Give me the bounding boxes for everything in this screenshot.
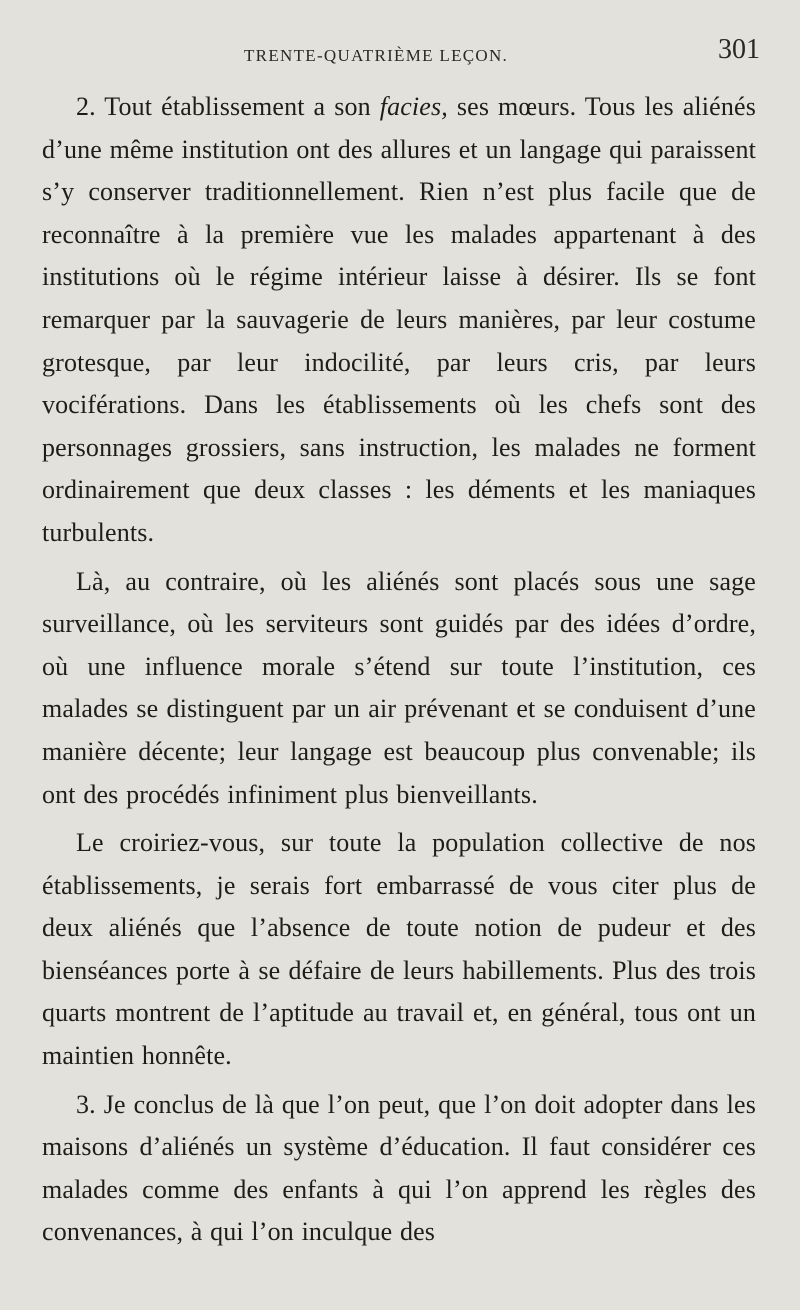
- paragraph-2: [42, 86, 756, 555]
- body-text: [42, 86, 756, 1254]
- page-number: 301: [718, 34, 760, 65]
- italic-term: facies,: [379, 92, 448, 121]
- paragraph-contrast: Là, au contraire, où les aliénés sont placés sous une sage surveillance, où les serviteurs sont guidés par des idées d’ordre, où une influence morale s’étend sur toute l’institution, ces malades se distinguent par un air prévenant et se conduisent d’une manière décente; leur langage est beaucoup plus convenable; ils ont des procédés infiniment plus bienveillants.: [42, 566, 756, 809]
- running-head: [42, 34, 760, 86]
- paragraph-2-text-start: 2. Tout établissement a son: [76, 92, 380, 121]
- paragraph-3: 3. Je conclus de là que l’on peut, que l’on doit adopter dans les maisons d’aliénés un système d’éducation. Il faut considérer ces malades comme des enfants à qui l’on apprend les règles des convenances, à qui l’on inculque des: [42, 1089, 756, 1247]
- paragraph-2-text-rest: ses mœurs. Tous les aliénés d’une même institution ont des allures et un langage qui paraissent s’y conserver traditionnellement. Rien n’est plus facile que de reconnaître à la première vue les malades appartenant à des institutions où le régime intérieur laisse à désirer. Ils se font remarquer par la sauvagerie de leurs manières, par leur costume grotesque, par leur indocilité, par leurs cris, par leurs vociférations. Dans les établissements où les chefs sont des personnages grossiers, sans instruction, les malades ne forment ordinairement que deux classes : les déments et les maniaques turbulents.: [42, 92, 756, 547]
- paragraph-population: Le croiriez-vous, sur toute la population collective de nos établissements, je serais fort embarrassé de vous citer plus de deux aliénés que l’absence de toute notion de pudeur et des bienséances porte à se défaire de leurs habillements. Plus des trois quarts montrent de l’aptitude au travail et, en général, tous ont un maintien honnête.: [42, 828, 756, 1071]
- chapter-title: TRENTE-QUATRIÈME LEÇON.: [244, 46, 509, 65]
